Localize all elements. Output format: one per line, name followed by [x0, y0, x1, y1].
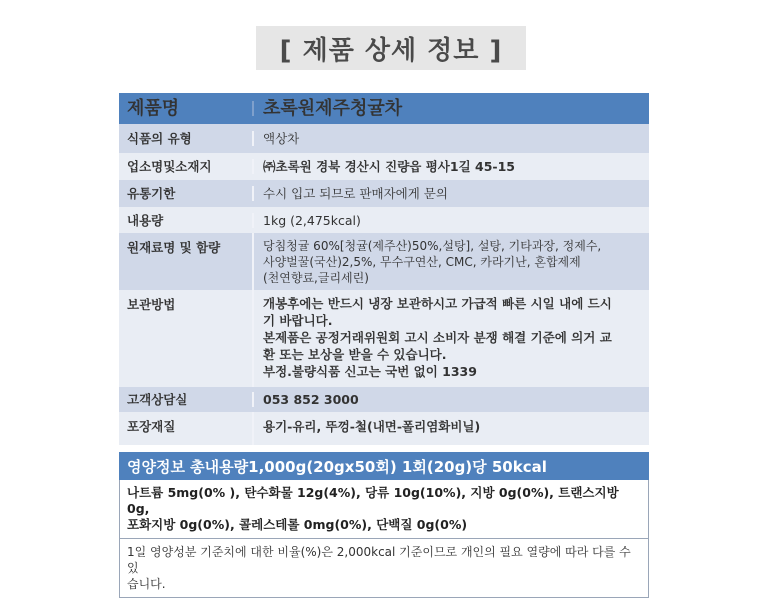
spec-value: 용기-유리, 뚜껑-철(내면-폴리염화비닐)	[263, 419, 481, 434]
storage-line: 본제품은 공정거래위원회 고시 소비자 분쟁 해결 기준에 의거 교	[263, 330, 612, 345]
nutrition-values	[120, 480, 648, 539]
spec-row-ingredients	[119, 233, 649, 290]
spec-label: 내용량	[119, 213, 254, 228]
ingredients-line: 사양벌꿀(국산)2,5%, 무수구연산, CMC, 카라기난, 혼합제제	[263, 255, 581, 269]
nutrition-note	[120, 539, 648, 597]
spec-row-food-type	[119, 124, 649, 153]
nutrition-box	[119, 480, 649, 598]
ingredients-line: 당침청귤 60%[청귤(제주산)50%,설탕], 설탕, 기타과장, 정제수,	[263, 239, 602, 253]
storage-line: 개봉후에는 반드시 냉장 보관하시고 가급적 빠른 시일 내에 드시	[263, 296, 612, 311]
product-name-label: 제품명	[119, 101, 254, 116]
spec-label: 업소명및소재지	[119, 159, 254, 174]
nutrition-values-line: 나트륨 5mg(0% ), 탄수화물 12g(4%), 당류 10g(10%), 지방 0g(0%), 트랜스지방 0g,	[127, 485, 619, 516]
spec-label: 고객상담실	[119, 392, 254, 407]
spec-value	[254, 290, 649, 387]
spec-row-manufacturer	[119, 153, 649, 180]
spec-label: 식품의 유형	[119, 131, 254, 146]
storage-line: 기 바랍니다.	[263, 313, 333, 328]
spec-row-customer-service	[119, 387, 649, 412]
spec-label: 포장재질	[119, 412, 254, 445]
product-spec-table	[119, 93, 649, 445]
spec-label: 원재료명 및 함량	[119, 233, 254, 290]
page-title: [ 제품 상세 정보 ]	[279, 35, 503, 66]
spec-value: 수시 입고 되므로 판매자에게 문의	[263, 186, 448, 201]
spec-row-volume	[119, 207, 649, 233]
spec-value: 053 852 3000	[263, 392, 359, 407]
product-name-value: 초록원제주청귤차	[263, 98, 403, 119]
spec-label: 보관방법	[119, 290, 254, 387]
spec-value: ㈜초록원 경북 경산시 진량읍 평사1길 45-15	[263, 159, 515, 174]
nutrition-header: 영양정보 총내용량1,000g(20gx50회) 1회(20g)당 50kcal	[119, 452, 649, 480]
spec-value	[254, 233, 649, 290]
spec-row-expiry	[119, 180, 649, 207]
nutrition-note-line: 습니다.	[127, 577, 166, 591]
page-title-banner	[256, 26, 526, 70]
storage-line: 부정.불량식품 신고는 국번 없이 1339	[263, 364, 477, 379]
spec-value: 1kg (2,475kcal)	[263, 212, 361, 228]
spec-value: 액상차	[263, 131, 300, 146]
spec-row-storage	[119, 290, 649, 387]
spec-header-row	[119, 93, 649, 124]
storage-line: 환 또는 보상을 받을 수 있습니다.	[263, 347, 447, 362]
nutrition-values-line: 포화지방 0g(0%), 콜레스테롤 0mg(0%), 단백질 0g(0%)	[127, 517, 468, 532]
nutrition-note-line: 1일 영양성분 기준치에 대한 비율(%)은 2,000kcal 기준이므로 개인의 필요 열량에 따라 다를 수 있	[127, 545, 631, 575]
spec-row-packaging	[119, 412, 649, 445]
spec-label: 유통기한	[119, 186, 254, 201]
ingredients-line: (천연향료,글리세린)	[263, 271, 369, 285]
